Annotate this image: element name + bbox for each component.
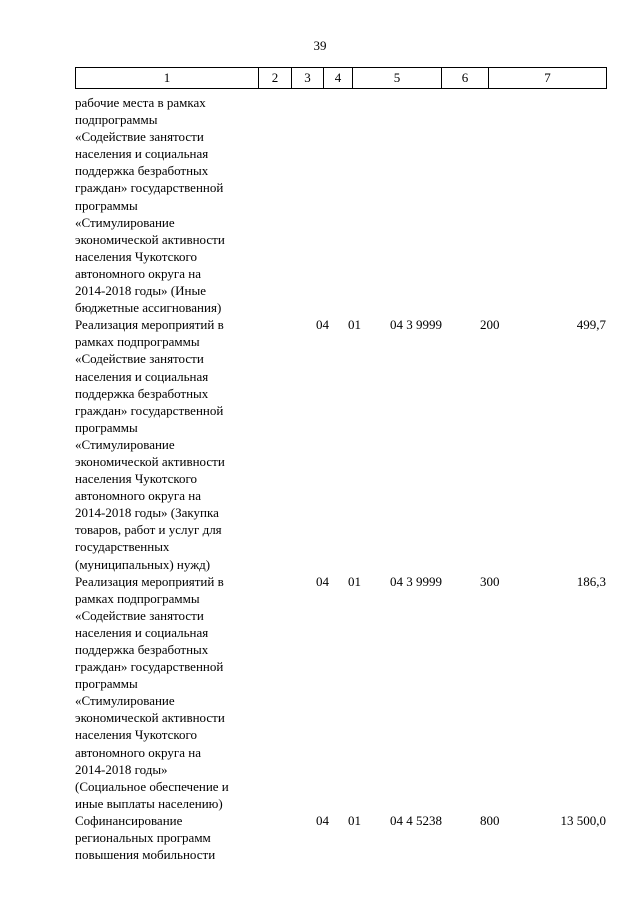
table-row	[75, 812, 606, 863]
row-target-code: 04 3 9999	[390, 573, 442, 589]
row-subsection: 01	[348, 317, 361, 333]
row-section: 04	[316, 317, 329, 333]
page-number: 39	[313, 38, 327, 53]
column-header-table	[75, 67, 607, 89]
row-description: Софинансирование региональных программ повышения мобильности	[75, 812, 216, 863]
row-section: 04	[316, 573, 329, 589]
row-target-code: 04 4 5238	[390, 812, 442, 828]
header-col-1: 1	[76, 68, 259, 89]
row-description: Реализация мероприятий в рамках подпрограммы «Содействие занятости населения и социальная поддержка безработных граждан» государственной программы «Стимулирование экономической активности населения Чукотского автономного округа на 2014-2018 годы» (Социальное обеспечение и иные выплаты населению)	[75, 573, 229, 811]
header-col-4: 4	[324, 68, 353, 89]
header-col-2: 2	[259, 68, 292, 89]
row-subsection: 01	[348, 812, 361, 828]
header-col-6: 6	[442, 68, 489, 89]
row-description: рабочие места в рамках подпрограммы «Содействие занятости населения и социальная поддержка безработных граждан» государственной программы «Стимулирование экономической активности населения Чукотского автономного округа на 2014-2018 годы» (Иные бюджетные ассигнования)	[75, 95, 225, 316]
table-row	[75, 94, 606, 316]
row-description: Реализация мероприятий в рамках подпрограммы «Содействие занятости населения и социальная поддержка безработных граждан» государственной программы «Стимулирование экономической активности населения Чукотского автономного округа на 2014-2018 годы» (Закупка товаров, работ и услуг для государственных (муниципальных) нужд)	[75, 317, 225, 572]
row-section: 04	[316, 812, 329, 828]
row-amount: 13 500,0	[560, 812, 606, 828]
row-expense-type: 300	[480, 573, 500, 589]
table-row	[75, 573, 606, 812]
header-col-7: 7	[489, 68, 607, 89]
row-amount: 499,7	[576, 317, 606, 333]
table-row	[75, 316, 606, 572]
row-expense-type: 200	[480, 317, 500, 333]
row-subsection: 01	[348, 573, 361, 589]
header-row	[76, 68, 607, 89]
row-target-code: 04 3 9999	[390, 317, 442, 333]
row-expense-type: 800	[480, 812, 500, 828]
header-col-3: 3	[292, 68, 324, 89]
header-col-5: 5	[353, 68, 442, 89]
table-body	[75, 94, 606, 863]
row-amount: 186,3	[576, 573, 606, 589]
